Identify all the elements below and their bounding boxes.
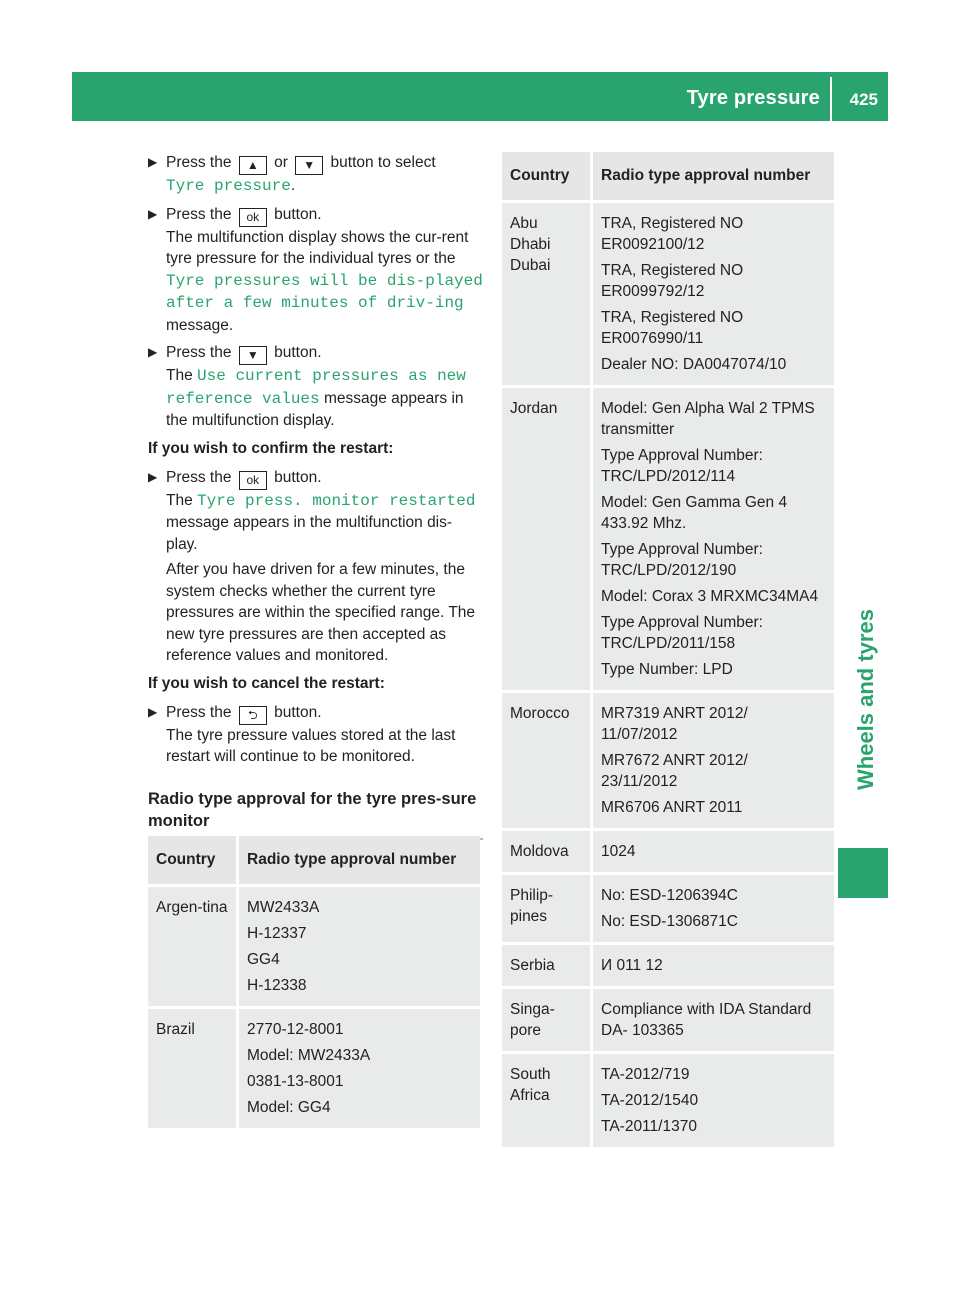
approval-value: TRA, Registered NO ER0076990/11 (601, 309, 744, 347)
approval-number-cell (592, 874, 835, 944)
step-arrow-icon: ▶ (148, 704, 158, 719)
approval-value: No: ESD-1306871C (601, 913, 738, 930)
approval-value: H-12338 (247, 977, 307, 994)
approval-value: H-12337 (247, 925, 307, 942)
table-row (502, 988, 834, 1053)
table-row (502, 692, 834, 830)
approval-value: 1024 (601, 843, 636, 860)
confirm-heading: If you wish to confirm the restart: (148, 439, 394, 457)
cancel-heading: If you wish to cancel the restart: (148, 674, 385, 692)
down-button-icon: ▼ (295, 156, 323, 175)
menu-code: Tyre pressure (166, 177, 291, 195)
step-press-down: ▶ Press the ▼ button. The Use current pressures as new reference values message appears in the multifunction display. (148, 344, 466, 429)
approval-value: Compliance with IDA Standard DA- 103365 (601, 1001, 812, 1039)
approval-value: Type Approval Number: TRC/LPD/2011/158 (601, 614, 763, 652)
approval-value: MR7319 ANRT 2012/ 11/07/2012 (601, 705, 748, 743)
table-row (502, 874, 834, 944)
country-cell: Argen-tina (148, 886, 238, 1008)
table-row (148, 886, 480, 1008)
approval-value: 0381-13-8001 (247, 1073, 344, 1090)
approval-value: Type Approval Number: TRC/LPD/2012/190 (601, 541, 763, 579)
header-divider (830, 77, 832, 121)
approval-value: 2770-12-8001 (247, 1021, 344, 1038)
country-column-header: Country (502, 152, 592, 202)
approval-value: MR7672 ANRT 2012/ 23/11/2012 (601, 752, 748, 790)
page-header (72, 72, 888, 121)
table-row (148, 1008, 480, 1130)
table-row (502, 1053, 834, 1149)
page-title: Tyre pressure (686, 87, 820, 109)
country-cell: Moldova (502, 830, 592, 874)
approval-value: Model: MW2433A (247, 1047, 371, 1064)
approval-table-left (148, 836, 480, 1131)
approval-value: TA-2012/1540 (601, 1092, 699, 1109)
display-message-code: Use current pressures as new reference values (166, 367, 466, 408)
country-cell: Abu Dhabi Dubai (502, 202, 592, 387)
approval-number-cell (592, 1053, 835, 1149)
step-cancel-back: ▶ Press the ⮌ button. The tyre pressure values stored at the last restart will continue to be monitored. (148, 703, 456, 765)
section-heading: Radio type approval for the tyre pres-sure monitor (148, 789, 477, 830)
approval-value: GG4 (247, 951, 280, 968)
approval-number-cell (592, 988, 835, 1053)
approval-table-right (502, 152, 834, 1150)
approval-value: Model: GG4 (247, 1099, 331, 1116)
back-button-icon: ⮌ (239, 706, 267, 725)
step-arrow-icon: ▶ (148, 469, 158, 484)
table-row (502, 830, 834, 874)
down-button-icon: ▼ (239, 346, 267, 365)
approval-value: TRA, Registered NO ER0099792/12 (601, 262, 744, 300)
approval-number-cell (592, 387, 835, 692)
country-cell: Philip-pines (502, 874, 592, 944)
approval-value: Model: Gen Gamma Gen 4 433.92 Mhz. (601, 494, 788, 532)
approval-number-cell (592, 202, 835, 387)
display-message-code: Tyre press. monitor restarted (197, 491, 476, 510)
approval-number-cell (238, 1008, 481, 1130)
table-row (502, 202, 834, 387)
approval-number-cell (238, 886, 481, 1008)
approval-value: Type Number: LPD (601, 661, 733, 678)
step-confirm-ok: ▶ Press the ok button. The Tyre press. monitor restarted message appears in the multifunction dis-play. After you have driven for a few minutes, the system checks whether the current tyre pressures are within the specified range. The new tyre pressures are then accepted as reference values and monitored. (148, 467, 483, 667)
ok-button-icon: ok (239, 471, 267, 490)
instructions-column (148, 152, 483, 840)
approval-value: И 011 12 (601, 957, 663, 974)
restart-info: After you have driven for a few minutes, the system checks whether the current tyre pressures are within the specified range. The new tyre pressures are then accepted as reference values and monitored. (166, 561, 476, 664)
step-arrow-icon: ▶ (148, 206, 158, 221)
table-row (502, 944, 834, 988)
approval-number-cell (592, 944, 835, 988)
approval-number-cell (592, 692, 835, 830)
country-cell: Brazil (148, 1008, 238, 1130)
step-select-tyre-pressure: ▶ Press the ▲ or ▼ button to select Tyre pressure. (148, 154, 436, 195)
chapter-tab-marker (838, 848, 888, 898)
approval-value: TRA, Registered NO ER0092100/12 (601, 215, 744, 253)
number-column-header: Radio type approval number (238, 836, 481, 886)
approval-value: MR6706 ANRT 2011 (601, 799, 743, 816)
step-arrow-icon: ▶ (148, 155, 158, 169)
display-message-code: Tyre pressures will be dis‑played after a few minutes of driv‑ing (166, 271, 483, 312)
ok-button-icon: ok (239, 208, 267, 227)
up-button-icon: ▲ (239, 156, 267, 175)
step-press-ok: ▶ Press the ok button. The multifunction display shows the cur-rent tyre pressure for the individual tyres or the Tyre pressures will be dis‑played after a few minutes of driv‑ing message. (148, 205, 483, 334)
step-arrow-icon: ▶ (148, 345, 158, 359)
approval-value: Model: Corax 3 MRXMC34MA4 (601, 588, 819, 605)
approval-value: No: ESD-1206394C (601, 887, 738, 904)
country-cell: South Africa (502, 1053, 592, 1149)
country-cell: Serbia (502, 944, 592, 988)
number-column-header: Radio type approval number (592, 152, 835, 202)
country-cell: Singa-pore (502, 988, 592, 1053)
approval-value: TA-2012/719 (601, 1066, 690, 1083)
table-row (502, 387, 834, 692)
approval-value: Model: Gen Alpha Wal 2 TPMS transmitter (601, 400, 815, 438)
country-cell: Jordan (502, 387, 592, 692)
page-number: 425 (849, 90, 878, 109)
approval-value: Type Approval Number: TRC/LPD/2012/114 (601, 447, 763, 485)
approval-value: Dealer NO: DA0047074/10 (601, 356, 787, 373)
approval-value: MW2433A (247, 899, 320, 916)
approval-number-cell (592, 830, 835, 874)
country-column-header: Country (148, 836, 238, 886)
country-cell: Morocco (502, 692, 592, 830)
approval-value: TA-2011/1370 (601, 1118, 697, 1135)
chapter-tab-label: Wheels and tyres (853, 609, 878, 790)
